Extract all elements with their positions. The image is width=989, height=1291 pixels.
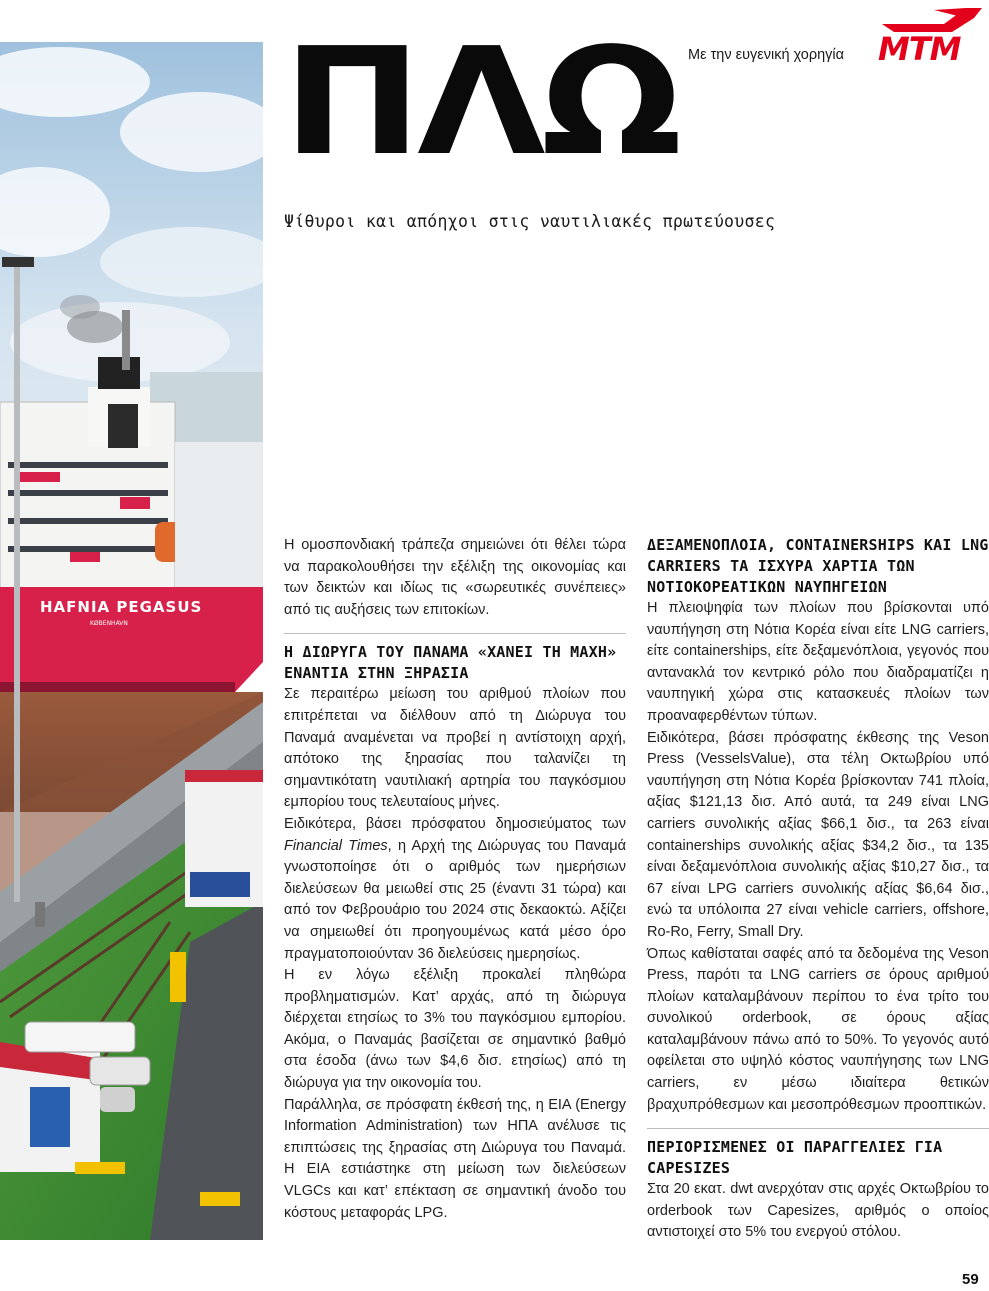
panama-section-heading: Η ΔΙΩΡΥΓΑ ΤΟΥ ΠΑΝΑΜΑ «ΧΑΝΕΙ ΤΗ ΜΑΧΗ» ΕΝΑΝΤΙΑ ΣΤΗΝ ΞΗΡΑΣΙΑ	[284, 643, 617, 683]
sponsor-logo	[874, 4, 986, 62]
left-column	[284, 535, 626, 1224]
panama-paragraph-3: Η εν λόγω εξέλιξη προκαλεί πληθώρα προβληματισμών. Κατ’ αρχάς, από τη διώρυγα διέρχεται ετησίως το 3% του παγκόσμιου εμπορίου. Ακόμα, ο Παναμάς βασίζεται σε σημαντικό βαθμό στα έσοδα (άνω των $4,6 δισ. ετησίως) από τη διώρυγα για την οικονομία του.	[284, 967, 626, 1092]
korea-section-heading: ΔΕΞΑΜΕΝΟΠΛΟΙΑ, CONTAINERSHIPS ΚΑΙ LNG CARRIERS ΤΑ ΙΣΧΥΡΑ ΧΑΡΤΙΑ ΤΩΝ ΝΟΤΙΟΚΟΡΕΑΤΙΚΩΝ ΝΑΥΠΗΓΕΙΩΝ	[647, 536, 989, 596]
page-number: 59	[962, 1271, 979, 1288]
capesizes-paragraph: Στα 20 εκατ. dwt ανερχόταν στις αρχές Οκτωβρίου το orderbook των Capesizes, αριθμός ο οποίος αντιστοιχεί στο 5% του ενεργού στόλου.	[647, 1181, 989, 1241]
ship-name-text: HAFNIA PEGASUS	[40, 598, 203, 616]
panama-canal-photo	[0, 42, 263, 1240]
korea-paragraph-3: Όπως καθίσταται σαφές από τα δεδομένα της Veson Press, παρότι τα LNG carriers σε όρους αριθμού πλοίων καταλαμβάνουν περίπου το ένα τρίτο του συνολικού orderbook, σε όρους αξίας καταλαμβάνουν πάνω από το 50%. Το γεγονός αυτό οφείλεται στο υψηλό κόστος ναυπήγησης των LNG carriers, εν μέσω ιδιαίτερα θετικών βραχυπρόθεσμων και μεσοπρόθεσμων προοπτικών.	[647, 945, 989, 1113]
panama-paragraph-2-rest: , η Αρχή της Διώρυγας του Παναμά γνωστοποίησε ότι ο αριθμός των ημερήσιων διελεύσεων θα μειωθεί στις 25 (έναντι 31 τώρα) και από τον Φεβρουάριο του 2024 στις δεκαοκτώ. Αξίζει να σημειωθεί ότι προηγουμένως κατά μέσο όρο πραγματοποιούνταν 36 διελεύσεις ημερησίως.	[284, 837, 626, 962]
section-divider	[284, 633, 626, 634]
korea-paragraph-1: Η πλειοψηφία των πλοίων που βρίσκονται υπό ναυπήγηση στη Νότια Κορέα είναι είτε LNG carriers, είτε containerships, είτε δεξαμενόπλοια, γεγονός που αντανακλά τον κεντρικό ρόλο που διαδραματίζει η ναυπηγική χώρα στις κατασκευές πλοίων των προαναφερθέντων τύπων.	[647, 600, 989, 724]
financial-times-ref: Financial Times	[284, 837, 388, 854]
right-column	[647, 535, 989, 1244]
korea-paragraph-2: Ειδικότερα, βάσει πρόσφατης έκθεσης της Veson Press (VesselsValue), στα τέλη Οκτωβρίου υπό ναυπήγηση στη Νότια Κορέα βρίσκονταν 741 πλοία, αξίας $121,13 δισ. Από αυτά, τα 249 είναι LNG carriers συνολικής αξίας $66,1 δισ., τα 263 είναι containerships συνολικής αξίας $34,2 δισ., τα 135 είναι δεξαμενόπλοια συνολικής αξίας $10,27 δισ., τα 67 είναι LPG carriers συνολικής αξίας $6,64 δισ., ενώ τα υπόλοιπα 27 είναι vehicle carriers, offshore, Ro-Ro, Ferry, Small Dry.	[647, 729, 989, 940]
panama-paragraph-2-lead: Ειδικότερα, βάσει πρόσφατου δημοσιεύματος των	[284, 815, 626, 832]
ship-registry-text: KØBENHAVN	[90, 620, 128, 627]
capesizes-section-heading: ΠΕΡΙΟΡΙΣΜΕΝΕΣ ΟΙ ΠΑΡΑΓΓΕΛΙΕΣ ΓΙΑ CAPESIZES	[647, 1138, 943, 1178]
intro-paragraph: Η ομοσπονδιακή τράπεζα σημειώνει ότι θέλει τώρα να παρακολουθήσει την εξέλιξη της οικονομίας και των δεικτών και ιδίως τις «σωρευτικές συνέπειες» από τις αυξήσεις των επιτοκίων.	[284, 537, 626, 618]
sponsor-logo-text: MTM	[878, 30, 961, 62]
magazine-section-title: ΠΛΩ	[283, 16, 678, 188]
section-subtitle: Ψίθυροι και απόηχοι στις ναυτιλιακές πρωτεύουσες	[284, 212, 776, 231]
panama-paragraph-4: Παράλληλα, σε πρόσφατη έκθεσή της, η EIA (Energy Information Administration) των ΗΠΑ ανέλυσε τις επιπτώσεις της ξηρασίας στη Διώρυγα του Παναμά. Η EIA εστιάστηκε στη μείωση των διελεύσεων VLGCs και κατ’ επέκταση σε σημαντική άνοδο του κόστους μεταφοράς LPG.	[284, 1096, 626, 1221]
panama-paragraph-1: Σε περαιτέρω μείωση του αριθμού πλοίων που επιτρέπεται να διέλθουν από τη Διώρυγα του Παναμά αναμένεται να προβεί η αντίστοιχη αρχή, απότοκο της ξηρασίας που ταλανίζει τη σημαντικότατη ναυτιλιακή αρτηρία του παγκόσμιου εμπορίου τους τελευταίους μήνες.	[284, 686, 626, 811]
section-divider	[647, 1128, 989, 1129]
panama-paragraph-2	[284, 814, 626, 965]
sponsor-caption: Με την ευγενική χορηγία	[688, 47, 845, 63]
